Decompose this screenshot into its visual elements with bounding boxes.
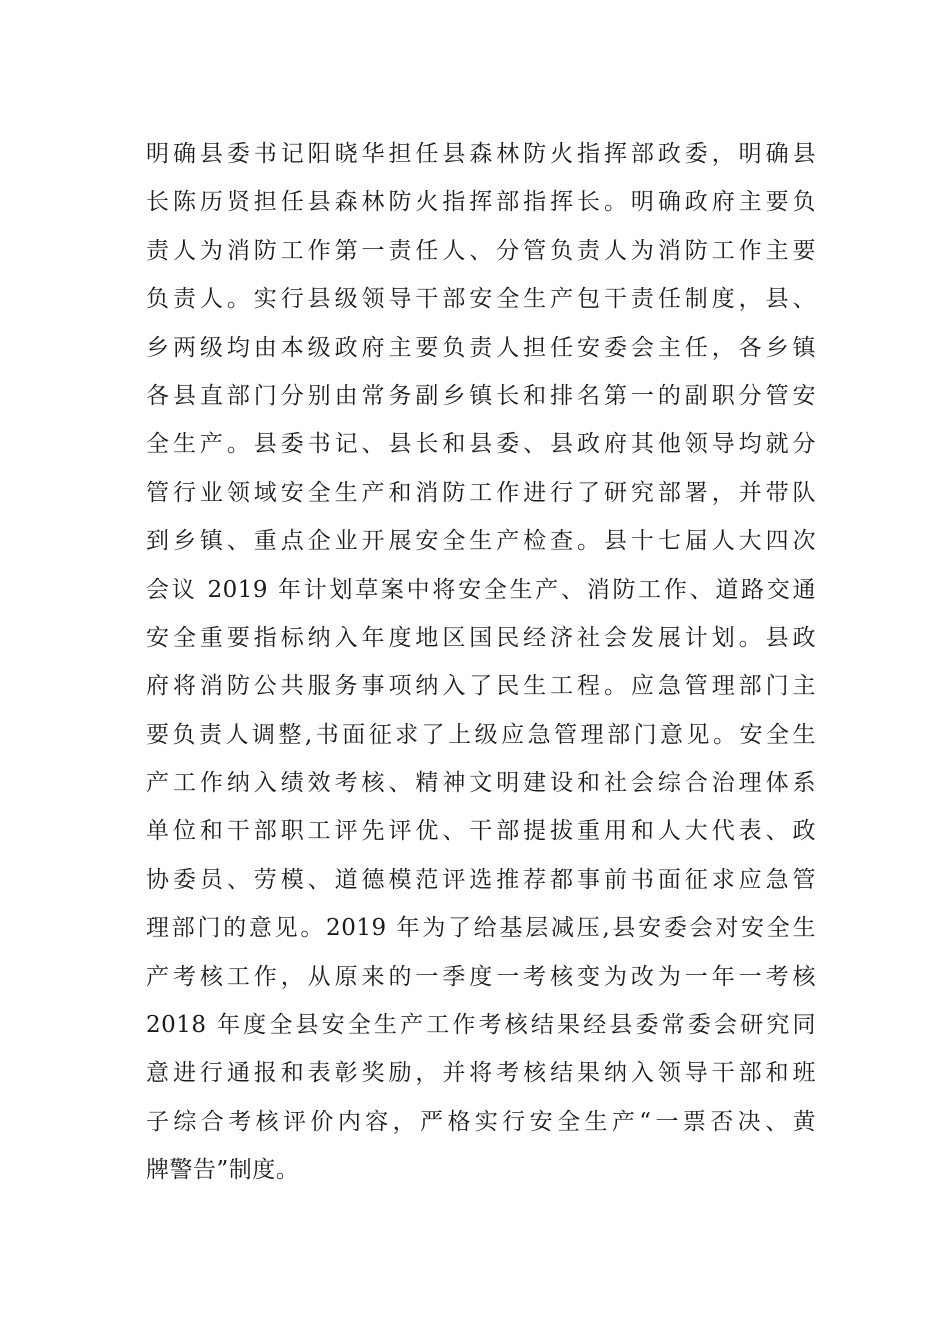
body-paragraph xyxy=(146,136,816,1201)
text-line: 产考核工作，从原来的一季度一考核变为改为一年一考核 xyxy=(146,963,816,990)
text-line: 管行业领域安全生产和消防工作进行了研究部署，并带队 xyxy=(146,479,816,506)
text-line: 协委员、劳模、道德模范评选推荐都事前书面征求应急管 xyxy=(146,866,816,893)
text-line: 府将消防公共服务事项纳入了民生工程。应急管理部门主 xyxy=(146,673,816,700)
text-line: 责人为消防工作第一责任人、分管负责人为消防工作主要 xyxy=(146,237,816,264)
text-line: 安全重要指标纳入年度地区国民经济社会发展计划。县政 xyxy=(146,624,816,651)
text-line: 负责人。实行县级领导干部安全生产包干责任制度，县、 xyxy=(146,286,816,313)
text-line: 会议 2019 年计划草案中将安全生产、消防工作、道路交通 xyxy=(146,576,816,603)
text-line: 乡两级均由本级政府主要负责人担任安委会主任，各乡镇 xyxy=(146,334,816,361)
text-line: 牌警告”制度。 xyxy=(146,1157,300,1184)
text-line: 产工作纳入绩效考核、精神文明建设和社会综合治理体系 xyxy=(146,770,816,797)
text-line: 2018 年度全县安全生产工作考核结果经县委常委会研究同 xyxy=(146,1012,816,1039)
text-line: 到乡镇、重点企业开展安全生产检查。县十七届人大四次 xyxy=(146,528,816,555)
text-line: 子综合考核评价内容，严格实行安全生产“一票否决、黄 xyxy=(146,1108,816,1135)
text-line: 要负责人调整,书面征求了上级应急管理部门意见。安全生 xyxy=(146,721,816,748)
text-line: 单位和干部职工评先评优、干部提拔重用和人大代表、政 xyxy=(146,818,816,845)
text-line: 明确县委书记阳晓华担任县森林防火指挥部政委，明确县 xyxy=(146,141,816,167)
text-line: 全生产。县委书记、县长和县委、县政府其他领导均就分 xyxy=(146,431,816,458)
text-line: 各县直部门分别由常务副乡镇长和排名第一的副职分管安 xyxy=(146,382,816,409)
text-line: 长陈历贤担任县森林防火指挥部指挥长。明确政府主要负 xyxy=(146,189,816,216)
text-line: 意进行通报和表彰奖励，并将考核结果纳入领导干部和班 xyxy=(146,1060,816,1087)
text-line: 理部门的意见。2019 年为了给基层减压,县安委会对安全生 xyxy=(146,915,816,942)
